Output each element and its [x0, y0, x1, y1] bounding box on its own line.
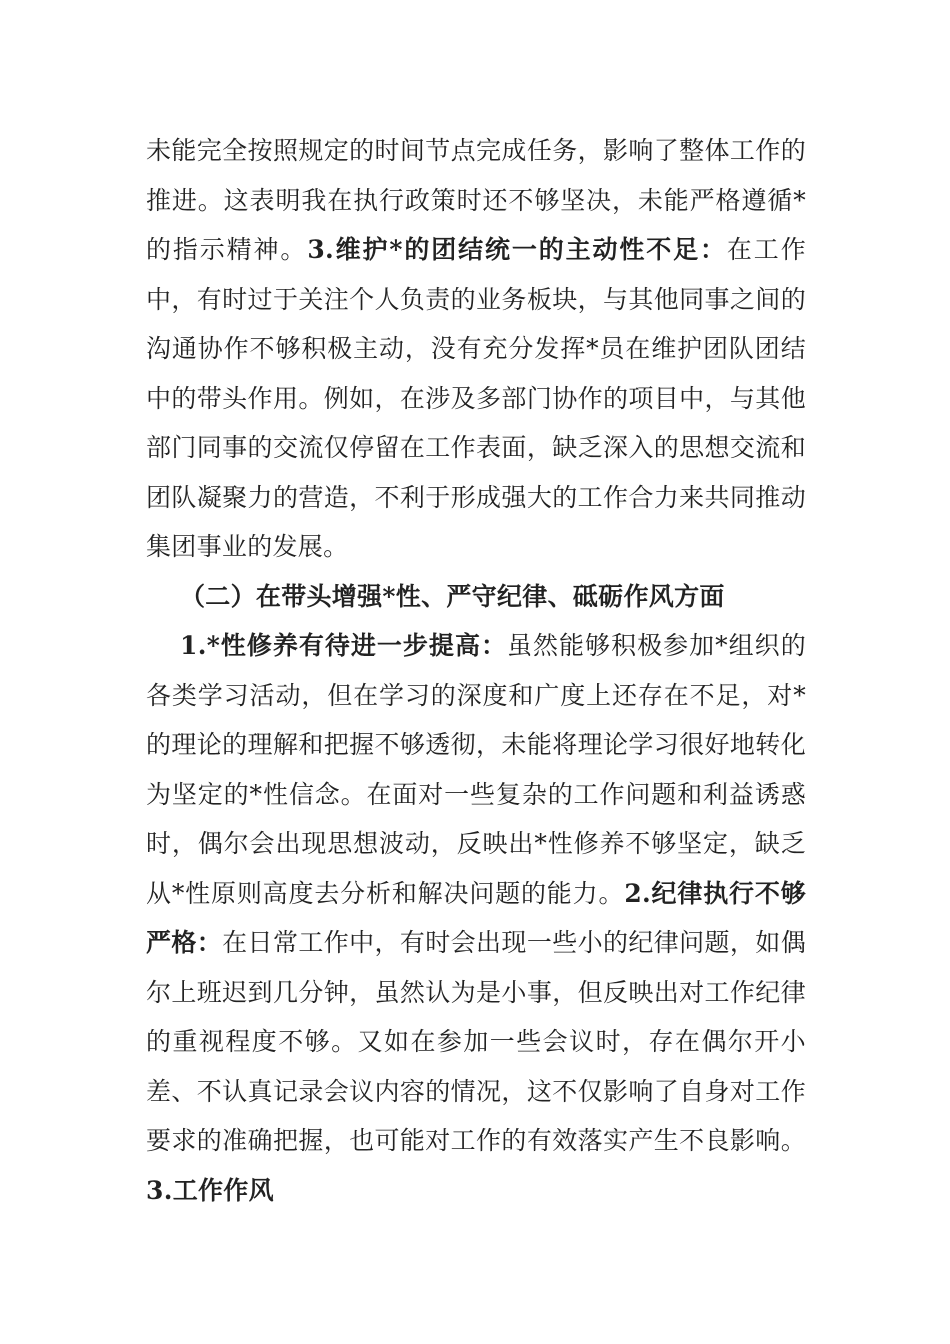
- paragraph-text: 未能完全按照规定的时间节点完成任务，影响了整体工作的推进。这表明我在执行政策时还不够坚决，未能严格遵循*的指示精神。: [146, 136, 806, 264]
- paragraph-text: 虽然能够积极参加*组织的各类学习活动，但在学习的深度和广度上还存在不足，对*的理论的理解和把握不够透彻，未能将理论学习很好地转化为坚定的*性信念。在面对一些复杂的工作问题和利益诱惑时，偶尔会出现思想波动，反映出*性修养不够坚定，缺乏从*性原则高度去分析和解决问题的能力。: [146, 631, 806, 908]
- section-heading-text: （二）在带头增强*性、严守纪律、砥砺作风方面: [180, 581, 725, 611]
- bold-item-heading: 3.工作作风: [146, 1175, 274, 1205]
- bold-item-heading: 1.*性修养有待进一步提高：: [180, 631, 507, 660]
- bold-item-heading: 2.纪律执行不够严格：: [146, 878, 807, 957]
- section-heading: [146, 572, 806, 622]
- document-body: [146, 126, 806, 1215]
- bold-item-heading: 3.维护*的团结统一的主动性不足：: [307, 235, 727, 264]
- paragraph-section-two: [146, 621, 806, 1215]
- paragraph-text: 在工作中，有时过于关注个人负责的业务板块，与其他同事之间的沟通协作不够积极主动，没有充分发挥*员在维护团队团结中的带头作用。例如，在涉及多部门协作的项目中，与其他部门同事的交流仅停留在工作表面，缺乏深入的思想交流和团队凝聚力的营造，不利于形成强大的工作合力来共同推动集团事业的发展。: [146, 235, 806, 561]
- paragraph-continuation: [146, 126, 806, 572]
- paragraph-text: 在日常工作中，有时会出现一些小的纪律问题，如偶尔上班迟到几分钟，虽然认为是小事，但反映出对工作纪律的重视程度不够。又如在参加一些会议时，存在偶尔开小差、不认真记录会议内容的情况，这不仅影响了自身对工作要求的准确把握，也可能对工作的有效落实产生不良影响。: [146, 928, 806, 1155]
